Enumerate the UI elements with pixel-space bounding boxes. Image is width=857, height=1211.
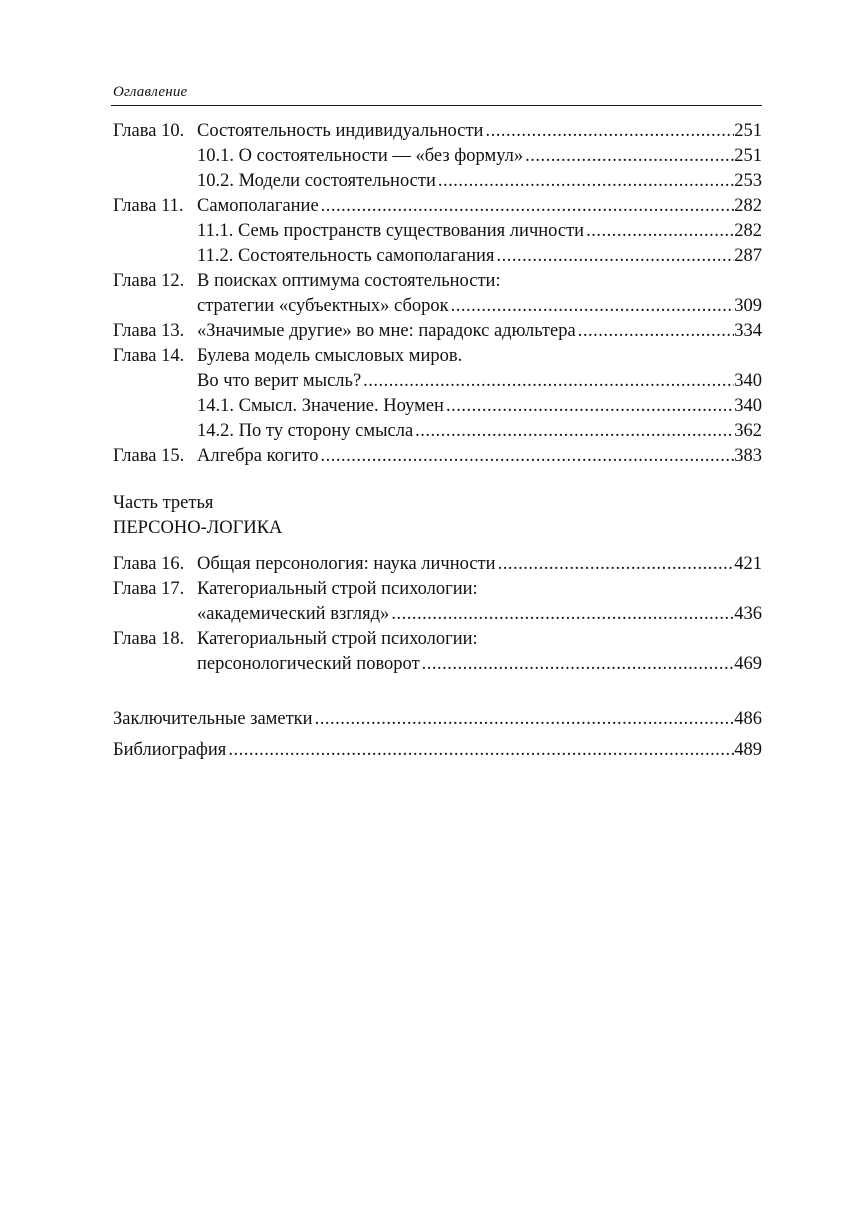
entry-title: Библиография xyxy=(113,740,227,760)
chapter-number: Глава 15. xyxy=(113,446,185,466)
table-of-contents xyxy=(113,119,762,763)
dot-leader xyxy=(420,652,735,677)
running-header: Оглавление xyxy=(113,84,188,100)
dot-leader xyxy=(496,552,735,577)
chapter-title: Булева модель смысловых миров. xyxy=(197,346,463,366)
toc-entry-chapter-17-line-1[interactable] xyxy=(113,577,762,602)
chapter-title: Категориальный строй психологии: xyxy=(197,629,478,649)
dot-leader xyxy=(584,219,734,244)
toc-entry-chapter-16[interactable] xyxy=(113,552,762,577)
dot-leader xyxy=(319,444,735,469)
chapter-number: Глава 10. xyxy=(113,121,185,141)
chapter-number: Глава 17. xyxy=(113,579,185,599)
section-title: 10.1. О состоятельности — «без формул» xyxy=(197,146,524,166)
toc-entry-chapter-15[interactable] xyxy=(113,444,762,469)
toc-entry-section-11-2[interactable] xyxy=(113,244,762,269)
part-title[interactable]: ПЕРСОНО-ЛОГИКА xyxy=(113,518,283,538)
dot-leader xyxy=(319,194,735,219)
toc-entry-chapter-10[interactable] xyxy=(113,119,762,144)
chapter-number: Глава 14. xyxy=(113,346,185,366)
chapter-title: Алгебра когито xyxy=(197,446,319,466)
chapter-title-continued: персонологический поворот xyxy=(197,654,420,674)
toc-entry-chapter-12-line-1[interactable] xyxy=(113,269,762,294)
chapter-title: Общая персонология: наука личности xyxy=(197,554,496,574)
page-number: 340 xyxy=(734,396,762,416)
page-number: 251 xyxy=(734,121,762,141)
chapter-title-continued: стратегии «субъектных» сборок xyxy=(197,296,449,316)
section-title: 14.2. По ту сторону смысла xyxy=(197,421,414,441)
chapter-number: Глава 12. xyxy=(113,271,185,291)
toc-entry-chapter-18-line-1[interactable] xyxy=(113,627,762,652)
dot-leader xyxy=(389,602,734,627)
page-number: 282 xyxy=(734,221,762,241)
toc-entry-chapter-13[interactable] xyxy=(113,319,762,344)
chapter-number: Глава 16. xyxy=(113,554,185,574)
chapter-title: «Значимые другие» во мне: парадокс адюльтера xyxy=(197,321,576,341)
page-number: 282 xyxy=(734,196,762,216)
chapter-number: Глава 11. xyxy=(113,196,184,216)
toc-entry-chapter-14-line-2[interactable] xyxy=(113,369,762,394)
part-label: Часть третья xyxy=(113,493,214,513)
section-title: 14.1. Смысл. Значение. Ноумен xyxy=(197,396,444,416)
toc-entry-chapter-18-line-2[interactable] xyxy=(113,652,762,677)
page-number: 309 xyxy=(734,296,762,316)
page-number: 334 xyxy=(734,321,762,341)
page-number: 251 xyxy=(734,146,762,166)
toc-entry-chapter-17-line-2[interactable] xyxy=(113,602,762,627)
chapter-title-continued: «академический взгляд» xyxy=(197,604,390,624)
toc-entry-bibliography[interactable] xyxy=(113,738,762,763)
dot-leader xyxy=(361,369,734,394)
dot-leader xyxy=(436,169,734,194)
dot-leader xyxy=(226,738,734,763)
toc-entry-section-14-1[interactable] xyxy=(113,394,762,419)
page-number: 421 xyxy=(734,554,762,574)
page-number: 436 xyxy=(734,604,762,624)
dot-leader xyxy=(413,419,734,444)
toc-entry-chapter-11[interactable] xyxy=(113,194,762,219)
chapter-number: Глава 18. xyxy=(113,629,185,649)
dot-leader xyxy=(576,319,735,344)
chapter-title-continued: Во что верит мысль? xyxy=(197,371,362,391)
chapter-title: Самополагание xyxy=(197,196,319,216)
header-rule xyxy=(111,105,762,106)
page-number: 486 xyxy=(734,709,762,729)
dot-leader xyxy=(494,244,734,269)
dot-leader xyxy=(449,294,735,319)
dot-leader xyxy=(523,144,734,169)
toc-entry-section-11-1[interactable] xyxy=(113,219,762,244)
chapter-title: Категориальный строй психологии: xyxy=(197,579,478,599)
toc-entry-chapter-12-line-2[interactable] xyxy=(113,294,762,319)
page-number: 383 xyxy=(734,446,762,466)
toc-entry-section-10-1[interactable] xyxy=(113,144,762,169)
page-number: 362 xyxy=(734,421,762,441)
toc-entry-closing-notes[interactable] xyxy=(113,707,762,732)
chapter-title: В поисках оптимума состоятельности: xyxy=(197,271,501,291)
section-title: 11.1. Семь пространств существования личности xyxy=(197,221,585,241)
entry-title: Заключительные заметки xyxy=(113,709,313,729)
section-title: 11.2. Состоятельность самополагания xyxy=(197,246,495,266)
page-number: 340 xyxy=(734,371,762,391)
toc-entry-section-10-2[interactable] xyxy=(113,169,762,194)
chapter-title: Состоятельность индивидуальности xyxy=(197,121,484,141)
dot-leader xyxy=(313,707,735,732)
toc-entry-chapter-14-line-1[interactable] xyxy=(113,344,762,369)
dot-leader xyxy=(483,119,734,144)
page-number: 469 xyxy=(734,654,762,674)
page-number: 489 xyxy=(734,740,762,760)
chapter-number: Глава 13. xyxy=(113,321,185,341)
dot-leader xyxy=(444,394,734,419)
page-number: 253 xyxy=(734,171,762,191)
page-number: 287 xyxy=(734,246,762,266)
section-title: 10.2. Модели состоятельности xyxy=(197,171,436,191)
toc-entry-section-14-2[interactable] xyxy=(113,419,762,444)
